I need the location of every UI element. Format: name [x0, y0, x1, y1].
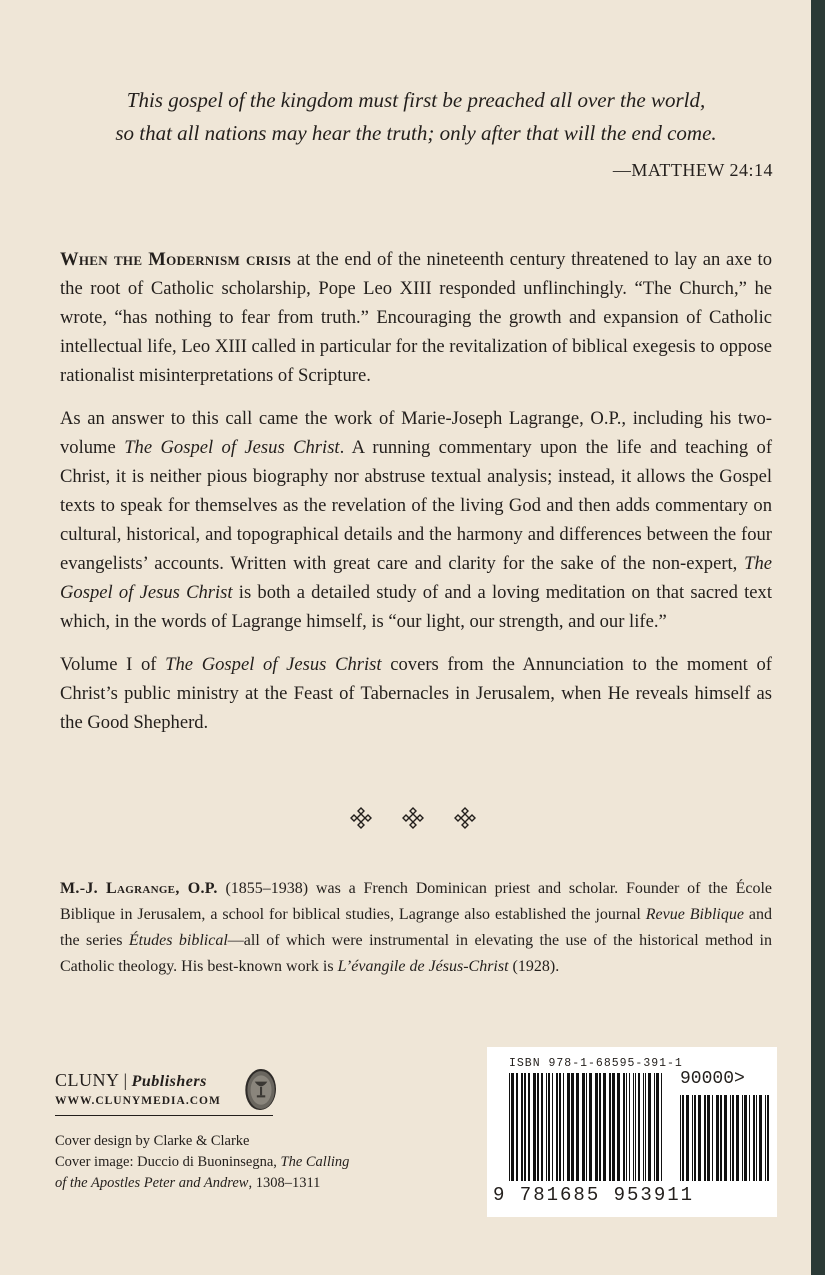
cover-image-credit-line-2 — [55, 1173, 435, 1194]
barcode-bar — [716, 1095, 719, 1181]
barcode-bar — [707, 1095, 710, 1181]
barcode-bar — [704, 1095, 706, 1181]
barcode-bar — [749, 1095, 750, 1181]
description-lead-in: When the Modernism crisis — [60, 249, 292, 270]
author-name: M.-J. Lagrange, O.P. — [60, 880, 218, 897]
author-bio-paragraph — [60, 876, 772, 980]
barcode-bar — [528, 1073, 530, 1181]
barcode-bar — [552, 1073, 553, 1181]
cover-credits — [55, 1131, 435, 1194]
barcode-bar — [563, 1073, 564, 1181]
section-divider-ornaments — [0, 806, 825, 830]
barcode-bar — [742, 1095, 743, 1181]
description-paragraph-3 — [60, 650, 772, 737]
cover-image-credit-line-1 — [55, 1152, 435, 1173]
author-bio — [60, 876, 772, 980]
work-title: L’évangile de Jésus-Christ — [337, 958, 509, 975]
barcode-bar — [724, 1095, 727, 1181]
bio-text-b: and the series — [60, 906, 773, 949]
barcode-bar — [516, 1073, 518, 1181]
book-description — [60, 245, 772, 751]
barcode-bar — [680, 1095, 681, 1181]
barcode-bar — [524, 1073, 526, 1181]
spine-edge — [811, 0, 825, 1275]
barcode-bar — [759, 1095, 762, 1181]
barcode-bar — [756, 1095, 757, 1181]
barcode-bar — [686, 1095, 689, 1181]
barcode-bar — [643, 1073, 644, 1181]
cover-image-credit-text: Cover image: Duccio di Buoninsegna, — [55, 1154, 281, 1170]
barcode-bar — [548, 1073, 550, 1181]
cover-design-credit: Cover design by Clarke & Clarke — [55, 1133, 250, 1149]
publisher-block — [55, 1070, 275, 1116]
isbn-label: ISBN 978-1-68595-391-1 — [509, 1057, 683, 1070]
barcode-bar — [736, 1095, 739, 1181]
bio-text-a: (1855–1938) was a French Dominican priest and scholar. Founder of the École Biblique in Jerusalem, a school for biblical studies, Lagrange also established the journal — [60, 880, 772, 923]
barcode-bar — [629, 1073, 630, 1181]
epigraph-line-2: so that all nations may hear the truth; only after that will the end come. — [115, 121, 717, 145]
barcode-bar — [656, 1073, 659, 1181]
barcode-bar — [582, 1073, 585, 1181]
barcode-bar — [765, 1095, 766, 1181]
barcode-bar — [732, 1095, 734, 1181]
barcode-bar — [595, 1073, 598, 1181]
barcode-bar — [744, 1095, 747, 1181]
barcode-bar — [589, 1073, 592, 1181]
barcode-bar — [730, 1095, 731, 1181]
book-title-italic: The Gospel of Jesus Christ — [60, 553, 772, 603]
book-title-italic: The Gospel of Jesus Christ — [165, 654, 382, 675]
series-title: Études biblical — [128, 932, 228, 949]
barcode-bar — [546, 1073, 547, 1181]
barcode-bar — [571, 1073, 574, 1181]
price-addon-number: 90000> — [680, 1069, 745, 1089]
bio-text-d: (1928). — [508, 958, 560, 975]
barcode-bar — [612, 1073, 615, 1181]
barcode-bar — [559, 1073, 561, 1181]
barcode-bar — [767, 1095, 769, 1181]
description-p1-text: at the end of the nineteenth century threatened to lay an axe to the root of Catholic scholarship, Pope Leo XIII responded unflinchingly. “The Church,” he wrote, “has nothing to fear from truth.” Encouraging the growth and expansion of Catholic intellectual life, Leo XIII called in particular for the revitalization of biblical exegesis to oppose rationalist misinterpretations of Scripture. — [60, 249, 772, 386]
description-p2-text-a: As an answer to this call came the work of Marie-Joseph Lagrange, O.P., including his two-volume — [60, 408, 772, 458]
ean-number: 9 781685 953911 — [493, 1184, 695, 1206]
painting-title-part-2: of the Apostles Peter and Andrew — [55, 1175, 249, 1191]
description-p3-text-b: covers from the Annunciation to the moment of Christ’s public ministry at the Feast of Tabernacles in Jerusalem, when He reveals himself as the Good Shepherd. — [60, 654, 772, 733]
barcode-bar — [698, 1095, 701, 1181]
barcode-bar — [599, 1073, 601, 1181]
barcode-bar — [541, 1073, 543, 1181]
barcode-bar — [661, 1073, 662, 1181]
barcode-bar — [638, 1073, 640, 1181]
barcode-bar — [654, 1073, 655, 1181]
quatrefoil-ornament-icon — [401, 806, 425, 830]
barcode-bar — [609, 1073, 611, 1181]
description-paragraph-1 — [60, 245, 772, 390]
book-title-italic: The Gospel of Jesus Christ — [124, 437, 340, 458]
epigraph-attribution: —MATTHEW 24:14 — [612, 160, 773, 180]
barcode-bar — [694, 1095, 696, 1181]
barcode-bar — [633, 1073, 634, 1181]
barcode-bar — [556, 1073, 558, 1181]
barcode-bar — [521, 1073, 523, 1181]
quatrefoil-ornament-icon — [453, 806, 477, 830]
barcode-bar — [603, 1073, 606, 1181]
isbn-barcode — [487, 1047, 777, 1217]
barcode-bar — [692, 1095, 693, 1181]
barcode-bar — [682, 1095, 684, 1181]
description-p2-text-b: . A running commentary upon the life and teaching of Christ, it is neither pious biography nor abstruse textual analysis; instead, it allows the Gospel texts to speak for themselves as the revelation of the living God and then adds commentary on cultural, historical, and topographical details and the harmony and differences between the four evangelists’ accounts. Written with great care and clarity for the sake of the non-expert, — [60, 437, 773, 574]
barcode-bar — [623, 1073, 625, 1181]
publisher-name: CLUNY — [55, 1070, 120, 1090]
barcode-bar — [567, 1073, 570, 1181]
barcode-bar — [511, 1073, 514, 1181]
bio-text-c: —all of which were instrumental in elevating the use of the historical method in Catholic theology. His best-known work is — [60, 932, 772, 975]
painting-title-part-1: The Calling — [280, 1154, 350, 1170]
barcode-bar — [586, 1073, 587, 1181]
publisher-name-line — [55, 1070, 275, 1091]
barcode-bar — [537, 1073, 539, 1181]
painting-dates: , 1308–1311 — [248, 1175, 321, 1191]
barcode-bar — [753, 1095, 755, 1181]
barcode-bar — [645, 1073, 646, 1181]
epigraph-quote — [60, 84, 772, 150]
publisher-label: Publishers — [131, 1073, 207, 1090]
barcode-bar — [617, 1073, 620, 1181]
publisher-separator: | — [123, 1070, 128, 1090]
publisher-url: WWW.CLUNYMEDIA.COM — [55, 1095, 273, 1116]
quatrefoil-ornament-icon — [349, 806, 373, 830]
barcode-bar — [720, 1095, 722, 1181]
barcode-bar — [635, 1073, 636, 1181]
chalice-seal-icon — [244, 1068, 276, 1110]
barcode-bar — [648, 1073, 651, 1181]
barcode-bar — [712, 1095, 713, 1181]
barcode-bar — [626, 1073, 627, 1181]
barcode-bar — [509, 1073, 510, 1181]
description-p2-text-c: is both a detailed study of and a loving meditation on that sacred text which, in the words of Lagrange himself, is “our light, our strength, and our life.” — [60, 582, 772, 632]
description-p3-text-a: Volume I of — [60, 654, 166, 675]
epigraph-line-1: This gospel of the kingdom must first be preached all over the world, — [126, 88, 706, 112]
journal-title: Revue Biblique — [645, 906, 744, 923]
barcode-bar — [533, 1073, 536, 1181]
barcode-bar — [576, 1073, 579, 1181]
description-paragraph-2 — [60, 404, 772, 636]
